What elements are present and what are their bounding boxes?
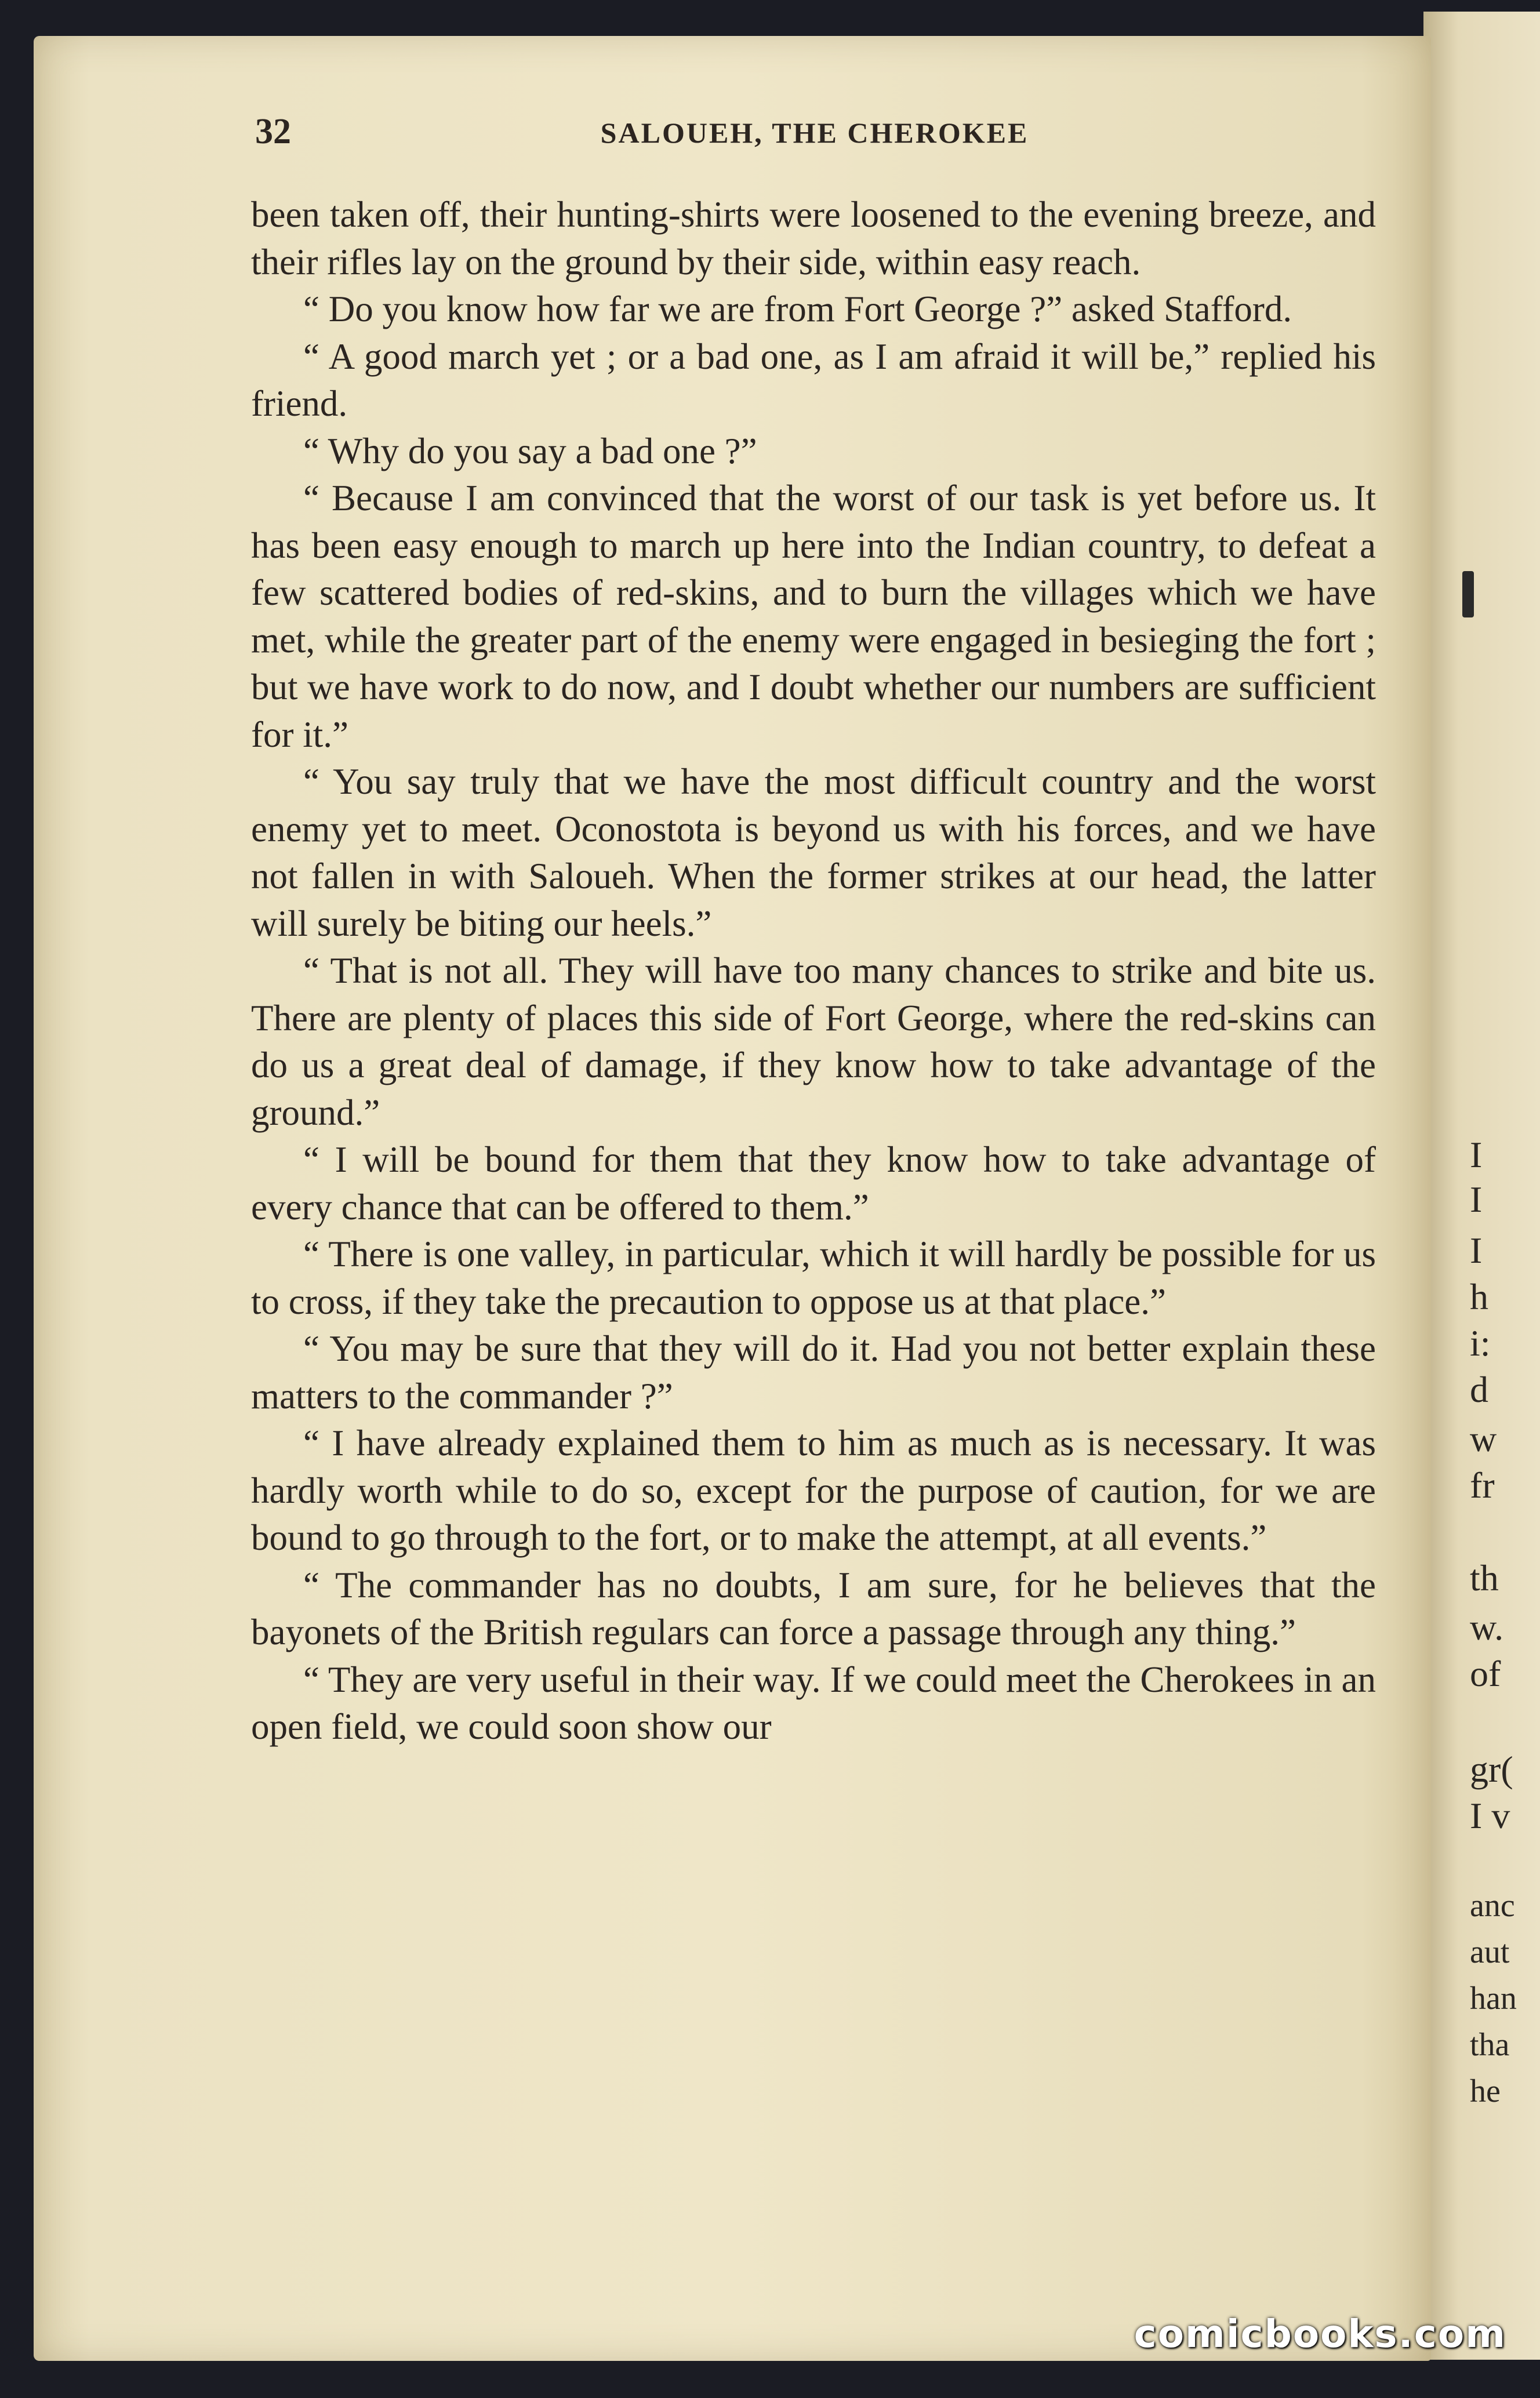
adjacent-fragment: h [1470, 1276, 1488, 1317]
adjacent-fragment: fr [1470, 1465, 1495, 1506]
paragraph: “ That is not all. They will have too many chances to strike and bite us. There are plenty of places this side of Fort George, where the red-skins can do us a great deal of damage, if they know how to take advantage of the ground.” [251, 950, 1376, 1133]
paragraph: “ A good march yet ; or a bad one, as I am afraid it will be,” replied his friend. [251, 336, 1376, 424]
adjacent-fragment: of [1470, 1653, 1501, 1694]
page-header [255, 111, 1374, 158]
binding-thread [1462, 571, 1474, 617]
adjacent-fragment: I [1470, 1179, 1483, 1220]
paragraph: “ Why do you say a bad one ?” [303, 430, 757, 471]
adjacent-fragment: han [1470, 1981, 1517, 2016]
adjacent-fragment: w [1470, 1418, 1497, 1459]
adjacent-fragment: I [1470, 1134, 1483, 1175]
paragraph: “ They are very useful in their way. If we could meet the Cherokees in an open field, we could soon show our [251, 1659, 1376, 1747]
paragraph: “ Because I am convinced that the worst of our task is yet before us. It has been easy enough to march up here into the Indian country, to defeat a few scattered bodies of red-skins, and to burn the villages which we have met, while the greater part of the enemy were engaged in besieging the fort ; but we have work to do now, and I doubt whether our numbers are sufficient for it.” [251, 478, 1376, 755]
paragraph: “ I have already explained them to him as much as is necessary. It was hardly worth while to do so, except for the purpose of caution, for we are bound to go through to the fort, or to make the attempt, at all events.” [251, 1423, 1376, 1558]
paragraph: “ There is one valley, in particular, which it will hardly be possible for us to cross, if they take the precaution to oppose us at that place.” [251, 1234, 1376, 1322]
adjacent-fragment: I [1470, 1230, 1483, 1271]
paragraph: “ Do you know how far we are from Fort George ?” asked Stafford. [303, 289, 1292, 329]
adjacent-fragment: w. [1470, 1607, 1504, 1648]
running-head: SALOUEH, THE CHEROKEE [600, 117, 1029, 149]
adjacent-fragment: tha [1470, 2027, 1510, 2063]
adjacent-fragment: aut [1470, 1934, 1510, 1970]
body-text [251, 191, 1376, 1751]
adjacent-fragment: anc [1470, 1888, 1515, 1924]
adjacent-fragment: gr( [1470, 1749, 1513, 1790]
paragraph: “ The commander has no doubts, I am sure, for he believes that the bayonets of the British regulars can force a passage through any thing.” [251, 1564, 1376, 1652]
paragraph: “ You say truly that we have the most difficult country and the worst enemy yet to meet. Oconostota is beyond us with his forces, and we have not fallen in with Saloueh. When the former strikes at our head, the latter will surely be biting our heels.” [251, 761, 1376, 944]
watermark: comicbooks.com [1134, 2312, 1506, 2356]
adjacent-fragment: i: [1470, 1322, 1491, 1364]
adjacent-fragment: he [1470, 2073, 1501, 2109]
page-number: 32 [255, 112, 291, 151]
adjacent-fragment: d [1470, 1369, 1488, 1410]
paragraph: “ I will be bound for them that they know how to take advantage of every chance that can be offered to them.” [251, 1139, 1376, 1227]
adjacent-fragment: I v [1470, 1795, 1510, 1836]
paragraph: “ You may be sure that they will do it. Had you not better explain these matters to the commander ?” [251, 1328, 1376, 1416]
paragraph: been taken off, their hunting-shirts were loosened to the evening breeze, and their rifles lay on the ground by their side, within easy reach. [251, 194, 1376, 282]
adjacent-page-edge [1423, 12, 1540, 2360]
adjacent-fragment: th [1470, 1557, 1499, 1598]
